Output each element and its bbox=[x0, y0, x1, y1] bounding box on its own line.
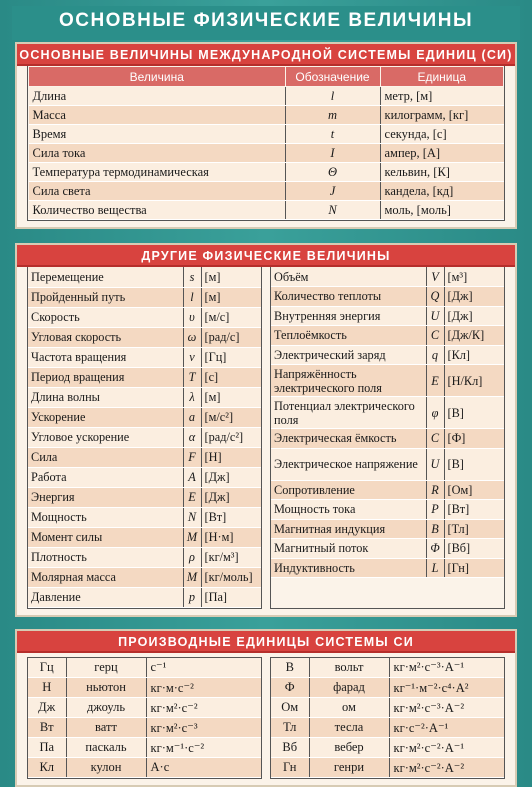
quantity-unit: [Гн] bbox=[444, 558, 504, 578]
quantity-name: Сила bbox=[28, 447, 183, 467]
quantity-name: Молярная масса bbox=[28, 567, 183, 587]
other-panel-title: ДРУГИЕ ФИЗИЧЕСКИЕ ВЕЛИЧИНЫ bbox=[17, 245, 515, 267]
unit-definition: кг·м·с⁻² bbox=[146, 678, 261, 698]
quantity-unit: [Ом] bbox=[444, 480, 504, 500]
quantity-name: Сила тока bbox=[29, 144, 286, 163]
quantity-name: Теплоёмкость bbox=[271, 326, 426, 346]
unit-name: кулон bbox=[66, 758, 146, 778]
other-row bbox=[28, 487, 261, 507]
other-panel bbox=[15, 243, 517, 617]
quantity-symbol: J bbox=[285, 182, 380, 201]
unit-definition: кг·м²·с⁻³·А⁻¹ bbox=[389, 658, 504, 678]
quantity-unit: [Вт] bbox=[201, 507, 261, 527]
quantity-name: Плотность bbox=[28, 547, 183, 567]
derived-row bbox=[28, 758, 261, 778]
quantity-name: Магнитная индукция bbox=[271, 519, 426, 539]
quantity-symbol: A bbox=[183, 467, 201, 487]
unit-name: вольт bbox=[309, 658, 389, 678]
other-row bbox=[271, 326, 504, 346]
unit-definition: кг·м²·с⁻³ bbox=[146, 718, 261, 738]
quantity-unit: [Вт] bbox=[444, 500, 504, 520]
quantity-unit: [Па] bbox=[201, 587, 261, 607]
quantity-symbol: p bbox=[183, 587, 201, 607]
quantity-unit: [м/с²] bbox=[201, 407, 261, 427]
si-row bbox=[29, 125, 504, 144]
other-row bbox=[28, 427, 261, 447]
quantity-name: Потенциал электрического поля bbox=[271, 397, 426, 429]
quantity-name: Перемещение bbox=[28, 267, 183, 287]
quantity-unit: кандела, [кд] bbox=[380, 182, 504, 201]
quantity-unit: [рад/с] bbox=[201, 327, 261, 347]
derived-row bbox=[28, 718, 261, 738]
other-row bbox=[28, 527, 261, 547]
unit-definition: кг·м²·с⁻³·А⁻² bbox=[389, 698, 504, 718]
quantity-unit: [Ф] bbox=[444, 429, 504, 449]
other-right-column bbox=[270, 267, 505, 609]
quantity-symbol: ω bbox=[183, 327, 201, 347]
page-title: ОСНОВНЫЕ ФИЗИЧЕСКИЕ ВЕЛИЧИНЫ bbox=[12, 6, 520, 40]
other-row bbox=[28, 407, 261, 427]
unit-abbr: Вт bbox=[28, 718, 66, 738]
quantity-symbol: E bbox=[183, 487, 201, 507]
quantity-symbol: C bbox=[426, 326, 444, 346]
si-row bbox=[29, 106, 504, 125]
unit-abbr: В bbox=[271, 658, 309, 678]
unit-abbr: Ом bbox=[271, 698, 309, 718]
other-row bbox=[271, 519, 504, 539]
quantity-symbol: t bbox=[285, 125, 380, 144]
quantity-symbol: φ bbox=[426, 397, 444, 429]
si-row bbox=[29, 163, 504, 182]
unit-definition: кг⁻¹·м⁻²·с⁴·А² bbox=[389, 678, 504, 698]
quantity-unit: [м] bbox=[201, 267, 261, 287]
si-row bbox=[29, 182, 504, 201]
quantity-name: Температура термодинамическая bbox=[29, 163, 286, 182]
quantity-name: Индуктивность bbox=[271, 558, 426, 578]
quantity-name: Внутренняя энергия bbox=[271, 306, 426, 326]
quantity-unit: [Вб] bbox=[444, 539, 504, 559]
quantity-symbol: ρ bbox=[183, 547, 201, 567]
other-row bbox=[28, 387, 261, 407]
quantity-name: Электрический заряд bbox=[271, 345, 426, 365]
quantity-unit: [кг/моль] bbox=[201, 567, 261, 587]
other-row bbox=[28, 367, 261, 387]
derived-row bbox=[271, 738, 504, 758]
quantity-symbol: Q bbox=[426, 287, 444, 307]
unit-name: ньютон bbox=[66, 678, 146, 698]
quantity-unit: килограмм, [кг] bbox=[380, 106, 504, 125]
quantity-symbol: l bbox=[183, 287, 201, 307]
quantity-name: Количество теплоты bbox=[271, 287, 426, 307]
derived-row bbox=[28, 698, 261, 718]
quantity-symbol: N bbox=[285, 201, 380, 220]
derived-row bbox=[271, 758, 504, 778]
other-row bbox=[28, 287, 261, 307]
quantity-name: Время bbox=[29, 125, 286, 144]
quantity-unit: [кг/м³] bbox=[201, 547, 261, 567]
unit-definition: кг·м²·с⁻²·А⁻¹ bbox=[389, 738, 504, 758]
quantity-symbol: L bbox=[426, 558, 444, 578]
quantity-name: Сила света bbox=[29, 182, 286, 201]
quantity-symbol: q bbox=[426, 345, 444, 365]
si-row bbox=[29, 144, 504, 163]
other-row bbox=[28, 547, 261, 567]
quantity-name: Угловое ускорение bbox=[28, 427, 183, 447]
quantity-name: Угловая скорость bbox=[28, 327, 183, 347]
quantity-name: Электрическое напряжение bbox=[271, 448, 426, 480]
other-row bbox=[28, 327, 261, 347]
unit-name: герц bbox=[66, 658, 146, 678]
derived-left-column bbox=[27, 657, 262, 780]
quantity-unit: [Тл] bbox=[444, 519, 504, 539]
quantity-symbol: ν bbox=[183, 347, 201, 367]
quantity-symbol: F bbox=[183, 447, 201, 467]
quantity-unit: [с] bbox=[201, 367, 261, 387]
quantity-name: Масса bbox=[29, 106, 286, 125]
quantity-name: Напряжённость электрического поля bbox=[271, 365, 426, 397]
quantity-symbol: M bbox=[183, 527, 201, 547]
unit-abbr: Ф bbox=[271, 678, 309, 698]
unit-abbr: Кл bbox=[28, 758, 66, 778]
quantity-unit: [Н·м] bbox=[201, 527, 261, 547]
other-row bbox=[271, 345, 504, 365]
quantity-name: Ускорение bbox=[28, 407, 183, 427]
col-header-unit: Единица bbox=[380, 67, 504, 87]
other-row bbox=[271, 539, 504, 559]
other-row bbox=[271, 287, 504, 307]
si-header-row bbox=[29, 67, 504, 87]
quantity-symbol: Φ bbox=[426, 539, 444, 559]
quantity-unit: [м] bbox=[201, 387, 261, 407]
quantity-symbol: B bbox=[426, 519, 444, 539]
other-row bbox=[28, 467, 261, 487]
other-row bbox=[28, 307, 261, 327]
unit-name: ватт bbox=[66, 718, 146, 738]
unit-abbr: Тл bbox=[271, 718, 309, 738]
quantity-name: Частота вращения bbox=[28, 347, 183, 367]
unit-name: вебер bbox=[309, 738, 389, 758]
unit-definition: кг·м²·с⁻²·А⁻² bbox=[389, 758, 504, 778]
other-row bbox=[271, 500, 504, 520]
quantity-name: Скорость bbox=[28, 307, 183, 327]
quantity-unit: [Кл] bbox=[444, 345, 504, 365]
quantity-unit: моль, [моль] bbox=[380, 201, 504, 220]
si-table bbox=[28, 66, 504, 220]
quantity-symbol: U bbox=[426, 306, 444, 326]
other-row bbox=[271, 306, 504, 326]
derived-row bbox=[271, 678, 504, 698]
quantity-symbol: U bbox=[426, 448, 444, 480]
si-panel-title: ОСНОВНЫЕ ВЕЛИЧИНЫ МЕЖДУНАРОДНОЙ СИСТЕМЫ ЕДИНИЦ (СИ) bbox=[17, 44, 515, 66]
quantity-name: Магнитный поток bbox=[271, 539, 426, 559]
quantity-symbol: C bbox=[426, 429, 444, 449]
other-row bbox=[271, 397, 504, 429]
quantity-unit: [В] bbox=[444, 448, 504, 480]
quantity-name: Период вращения bbox=[28, 367, 183, 387]
quantity-name: Количество вещества bbox=[29, 201, 286, 220]
quantity-unit: [Дж] bbox=[444, 306, 504, 326]
derived-panel-title: ПРОИЗВОДНЫЕ ЕДИНИЦЫ СИСТЕМЫ СИ bbox=[17, 631, 515, 653]
quantity-symbol: I bbox=[285, 144, 380, 163]
other-row bbox=[28, 347, 261, 367]
other-row bbox=[28, 587, 261, 607]
quantity-unit: [В] bbox=[444, 397, 504, 429]
unit-definition: А·с bbox=[146, 758, 261, 778]
quantity-symbol: υ bbox=[183, 307, 201, 327]
quantity-name: Длина bbox=[29, 87, 286, 106]
other-row bbox=[271, 448, 504, 480]
quantity-symbol: α bbox=[183, 427, 201, 447]
other-row bbox=[271, 267, 504, 287]
quantity-name: Объём bbox=[271, 267, 426, 287]
quantity-unit: [м³] bbox=[444, 267, 504, 287]
quantity-unit: кельвин, [К] bbox=[380, 163, 504, 182]
quantity-symbol: N bbox=[183, 507, 201, 527]
quantity-symbol: m bbox=[285, 106, 380, 125]
unit-name: тесла bbox=[309, 718, 389, 738]
quantity-name: Пройденный путь bbox=[28, 287, 183, 307]
quantity-symbol: a bbox=[183, 407, 201, 427]
derived-row bbox=[271, 658, 504, 678]
other-row bbox=[28, 267, 261, 287]
quantity-unit: метр, [м] bbox=[380, 87, 504, 106]
quantity-unit: [Гц] bbox=[201, 347, 261, 367]
si-row bbox=[29, 201, 504, 220]
si-row bbox=[29, 87, 504, 106]
quantity-unit: [м] bbox=[201, 287, 261, 307]
other-row bbox=[271, 429, 504, 449]
quantity-name: Мощность тока bbox=[271, 500, 426, 520]
quantity-name: Работа bbox=[28, 467, 183, 487]
si-panel bbox=[15, 42, 517, 229]
unit-abbr: Н bbox=[28, 678, 66, 698]
quantity-name: Энергия bbox=[28, 487, 183, 507]
quantity-unit: [Дж] bbox=[201, 487, 261, 507]
unit-definition: кг·м⁻¹·с⁻² bbox=[146, 738, 261, 758]
unit-name: фарад bbox=[309, 678, 389, 698]
quantity-name: Момент силы bbox=[28, 527, 183, 547]
quantity-unit: [рад/с²] bbox=[201, 427, 261, 447]
derived-panel bbox=[15, 629, 517, 787]
quantity-unit: [Дж/К] bbox=[444, 326, 504, 346]
derived-row bbox=[28, 738, 261, 758]
quantity-unit: [Н] bbox=[201, 447, 261, 467]
quantity-unit: секунда, [с] bbox=[380, 125, 504, 144]
quantity-unit: [Н/Кл] bbox=[444, 365, 504, 397]
quantity-unit: [Дж] bbox=[201, 467, 261, 487]
quantity-name: Сопротивление bbox=[271, 480, 426, 500]
quantity-symbol: λ bbox=[183, 387, 201, 407]
unit-abbr: Вб bbox=[271, 738, 309, 758]
quantity-name: Электрическая ёмкость bbox=[271, 429, 426, 449]
quantity-symbol: Θ bbox=[285, 163, 380, 182]
quantity-symbol: T bbox=[183, 367, 201, 387]
other-row bbox=[28, 507, 261, 527]
unit-abbr: Гц bbox=[28, 658, 66, 678]
quantity-symbol: E bbox=[426, 365, 444, 397]
other-row bbox=[271, 558, 504, 578]
quantity-symbol: l bbox=[285, 87, 380, 106]
quantity-symbol: M bbox=[183, 567, 201, 587]
quantity-symbol: s bbox=[183, 267, 201, 287]
other-row bbox=[28, 447, 261, 467]
derived-row bbox=[28, 678, 261, 698]
other-left-column bbox=[27, 267, 262, 609]
unit-name: ом bbox=[309, 698, 389, 718]
unit-definition: кг·м²·с⁻² bbox=[146, 698, 261, 718]
other-row bbox=[271, 365, 504, 397]
unit-definition: кг·с⁻²·А⁻¹ bbox=[389, 718, 504, 738]
col-header-symbol: Обозначение bbox=[285, 67, 380, 87]
unit-definition: с⁻¹ bbox=[146, 658, 261, 678]
quantity-unit: ампер, [А] bbox=[380, 144, 504, 163]
unit-abbr: Гн bbox=[271, 758, 309, 778]
unit-abbr: Па bbox=[28, 738, 66, 758]
derived-row bbox=[28, 658, 261, 678]
unit-name: паскаль bbox=[66, 738, 146, 758]
quantity-name: Длина волны bbox=[28, 387, 183, 407]
quantity-symbol: P bbox=[426, 500, 444, 520]
quantity-symbol: R bbox=[426, 480, 444, 500]
derived-right-column bbox=[270, 657, 505, 780]
quantity-unit: [м/с] bbox=[201, 307, 261, 327]
quantity-name: Мощность bbox=[28, 507, 183, 527]
derived-row bbox=[271, 718, 504, 738]
unit-name: джоуль bbox=[66, 698, 146, 718]
other-row bbox=[28, 567, 261, 587]
unit-name: генри bbox=[309, 758, 389, 778]
other-row bbox=[271, 480, 504, 500]
unit-abbr: Дж bbox=[28, 698, 66, 718]
quantity-unit: [Дж] bbox=[444, 287, 504, 307]
derived-row bbox=[271, 698, 504, 718]
quantity-name: Давление bbox=[28, 587, 183, 607]
quantity-symbol: V bbox=[426, 267, 444, 287]
col-header-quantity: Величина bbox=[29, 67, 286, 87]
